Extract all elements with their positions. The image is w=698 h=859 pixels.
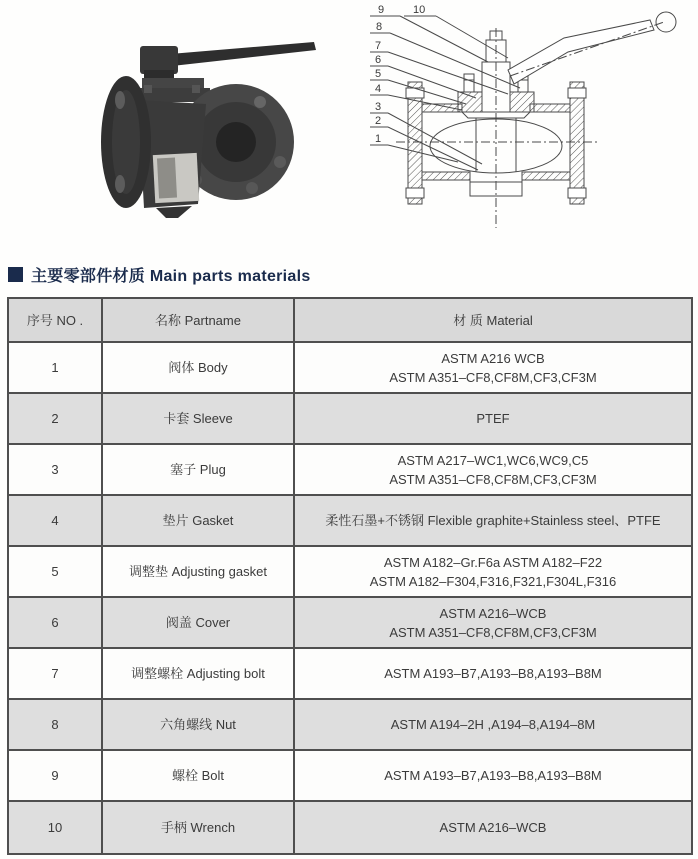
cell-material — [295, 343, 691, 392]
cell-no: 10 — [9, 802, 103, 853]
table-row — [9, 343, 691, 394]
valve-cross-section-diagram — [358, 0, 696, 234]
table-row — [9, 751, 691, 802]
callout-4: 4 — [375, 83, 382, 95]
cell-material — [295, 802, 691, 853]
parts-material-table — [7, 297, 693, 855]
material-line: ASTM A182–F304,F316,F321,F304L,F316 — [369, 573, 617, 589]
table-row — [9, 547, 691, 598]
cell-material — [295, 649, 691, 698]
cell-material — [295, 496, 691, 545]
table-row — [9, 598, 691, 649]
cell-no: 7 — [9, 649, 103, 698]
table-row — [9, 394, 691, 445]
material-line: ASTM A351–CF8,CF8M,CF3,CF3M — [389, 369, 597, 385]
cell-partname: 调整垫 Adjusting gasket — [103, 547, 295, 596]
material-line: ASTM A193–B7,A193–B8,A193–B8M — [384, 768, 602, 783]
table-row — [9, 649, 691, 700]
cell-no: 4 — [9, 496, 103, 545]
callout-7: 7 — [375, 40, 382, 52]
section-title-text: 主要零部件材质 Main parts materials — [31, 268, 311, 285]
material-line: ASTM A216–WCB — [439, 605, 547, 621]
cell-material — [295, 700, 691, 749]
callout-3: 3 — [375, 101, 382, 113]
section-title — [8, 263, 311, 286]
column-header-material: 材 质 Material — [453, 312, 533, 328]
callout-5: 5 — [375, 68, 382, 80]
callout-8: 8 — [376, 21, 383, 33]
valve-photo — [84, 22, 332, 218]
cell-material — [295, 394, 691, 443]
cell-material — [295, 547, 691, 596]
cell-no: 6 — [9, 598, 103, 647]
cell-partname: 阀盖 Cover — [103, 598, 295, 647]
square-bullet-icon — [8, 267, 23, 282]
cell-partname: 塞子 Plug — [103, 445, 295, 494]
table-row — [9, 445, 691, 496]
valve-photo-image — [84, 22, 332, 218]
material-line: ASTM A193–B7,A193–B8,A193–B8M — [384, 666, 602, 681]
cell-material — [295, 598, 691, 647]
cell-partname: 阀体 Body — [103, 343, 295, 392]
column-header-partname: 名称 Partname — [103, 299, 295, 341]
cell-no: 1 — [9, 343, 103, 392]
cell-partname: 六角螺线 Nut — [103, 700, 295, 749]
cell-no: 9 — [9, 751, 103, 800]
table-row — [9, 700, 691, 751]
table-row — [9, 496, 691, 547]
material-line: ASTM A351–CF8,CF8M,CF3,CF3M — [389, 471, 597, 487]
cell-partname: 卡套 Sleeve — [103, 394, 295, 443]
material-line: ASTM A216 WCB — [441, 350, 545, 366]
cell-no: 8 — [9, 700, 103, 749]
table-row — [9, 802, 691, 853]
cell-no: 5 — [9, 547, 103, 596]
cell-partname: 螺栓 Bolt — [103, 751, 295, 800]
cell-partname: 调整螺栓 Adjusting bolt — [103, 649, 295, 698]
table-header-row — [9, 299, 691, 343]
callout-1: 1 — [375, 133, 382, 145]
valve-diagram-image — [358, 0, 696, 234]
material-line: ASTM A351–CF8,CF8M,CF3,CF3M — [389, 624, 597, 640]
column-header-no: 序号 NO . — [9, 299, 103, 341]
cell-material — [295, 445, 691, 494]
material-line: ASTM A182–Gr.F6a ASTM A182–F22 — [383, 554, 603, 570]
material-line: PTEF — [476, 411, 510, 426]
callout-9: 9 — [378, 4, 385, 16]
cell-no: 3 — [9, 445, 103, 494]
material-line: ASTM A194–2H ,A194–8,A194–8M — [390, 717, 596, 732]
material-line: 柔性石墨+不锈钢 Flexible graphite+Stainless steel、PTFE — [325, 513, 661, 528]
cell-partname: 手柄 Wrench — [103, 802, 295, 853]
cell-material — [295, 751, 691, 800]
callout-2: 2 — [375, 115, 382, 127]
cell-partname: 垫片 Gasket — [103, 496, 295, 545]
material-line: ASTM A217–WC1,WC6,WC9,C5 — [397, 452, 589, 468]
callout-6: 6 — [375, 54, 382, 66]
cell-no: 2 — [9, 394, 103, 443]
table-body — [9, 343, 691, 853]
material-line: ASTM A216–WCB — [439, 820, 547, 835]
callout-10: 10 — [413, 4, 426, 16]
